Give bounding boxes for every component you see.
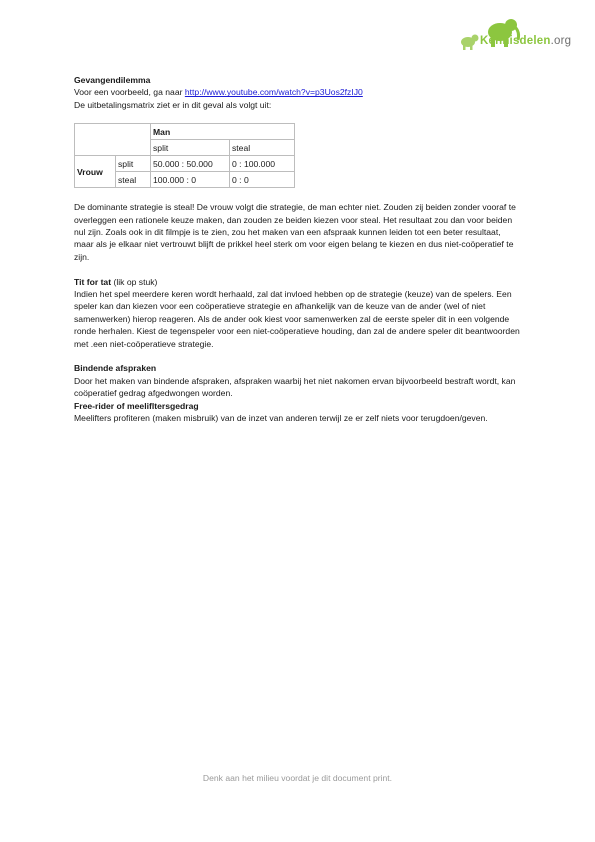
matrix-intro: De uitbetalingsmatrix ziet er in dit geval als volgt uit:: [74, 99, 272, 110]
row-label-split: split: [116, 156, 151, 172]
col-label-steal: steal: [230, 140, 295, 156]
col-label-split: split: [151, 140, 230, 156]
tit-for-tat-paragraph: Indien het spel meerdere keren wordt herhaald, zal dat invloed hebben op de strategie (keuze) van de spelers. Een speler kan dan kiezen voor een coöperatieve strategie en afhankelijk van de keuze van de ander (wel of niet samenwerken) hierop reageren. Als de ander ook kiest voor samenwerken zal de eerste speler dit in een volgende ronde herhalen. Kiest de tegenspeler voor een niet-coöperatieve houding, dan zal de andere speler dit beantwoorden met .een niet-coöperatieve strategie.: [74, 289, 520, 349]
row-player-label: Vrouw: [75, 156, 116, 188]
elephant-icon: [456, 14, 526, 54]
payoff-matrix: [74, 123, 295, 188]
free-rider-paragraph: Meelifters profiteren (maken misbruik) van de inzet van anderen terwijl ze er zelf niets voor terugdoen/geven.: [74, 413, 488, 424]
intro-line: Voor een voorbeeld, ga naar http://www.youtube.com/watch?v=p3Uos2fzIJ0: [74, 87, 363, 98]
bindende-paragraph: Door het maken van bindende afspraken, afspraken waarbij het niet nakomen ervan bijvoorbeeld bestraft wordt, kan coöperatief gedrag afgedwongen worden.: [74, 375, 516, 399]
col-player-label: Man: [151, 124, 295, 140]
cell-split-split: 50.000 : 50.000: [151, 156, 230, 172]
logo-wordmark: Kennisdelen.org: [480, 35, 572, 47]
matrix-corner: [75, 124, 151, 156]
heading-bindende-afspraken: Bindende afspraken: [74, 363, 157, 374]
heading-free-rider: Free-rider of meelifltersgedrag: [74, 400, 199, 411]
youtube-link[interactable]: http://www.youtube.com/watch?v=p3Uos2fzIJ0: [184, 87, 363, 98]
document-body: [74, 74, 522, 425]
heading-tit-for-tat: Tit for tat (lik op stuk): [74, 276, 158, 287]
footer-note: Denk aan het milieu voordat je dit document print.: [202, 773, 393, 783]
heading-gevangendilemma: Gevangendilemma: [74, 75, 151, 85]
dominant-strategy-paragraph: De dominante strategie is steal! De vrouw volgt die strategie, de man echter niet. Zouden zij beiden zonder vooraf te overleggen een rationele keuze maken, dan zouden ze beiden kiezen voor steal. Het resultaat zou dan voor beiden nul zijn. Zoals ook in dit filmpje is te zien, zou het maken van een afspraak kunnen leiden tot een beter resultaat, maar als je elkaar niet vertrouwt blijft de prikkel heel sterk om voor eigen belang te kiezen en dus niet-coöperatief te zijn.: [74, 202, 516, 262]
cell-steal-split: 100.000 : 0: [151, 172, 230, 188]
row-label-steal: steal: [116, 172, 151, 188]
site-logo: [456, 14, 576, 60]
cell-steal-steal: 0 : 0: [230, 172, 295, 188]
cell-split-steal: 0 : 100.000: [230, 156, 295, 172]
